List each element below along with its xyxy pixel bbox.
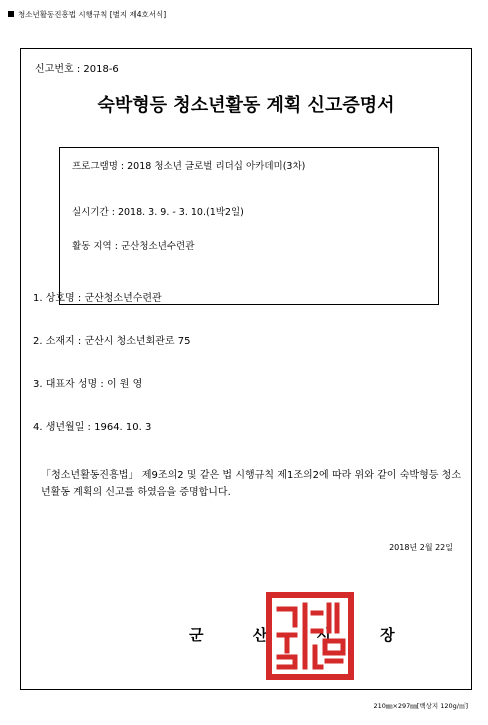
form-header — [8, 9, 166, 20]
official-seal-icon — [265, 591, 355, 681]
location-row: 활동 지역 : 군산청소년수련관 — [72, 241, 195, 252]
list-item: 1. 상호명 : 군산청소년수련관 — [33, 293, 162, 304]
list-item: 3. 대표자 성명 : 이 원 영 — [33, 379, 143, 390]
square-bullet-icon — [8, 11, 14, 17]
issue-date: 2018년 2월 22일 — [389, 543, 453, 552]
location-label: 활동 지역 — [72, 241, 112, 252]
program-info-box — [59, 147, 439, 305]
period-label: 실시기간 — [72, 207, 109, 218]
serial-label: 신고번호 — [35, 64, 74, 75]
issuer-name: 군 산 시 장 — [189, 626, 417, 644]
list-item: 4. 생년월일 : 1964. 10. 3 — [33, 422, 152, 433]
serial-value: 2018-6 — [83, 64, 119, 75]
form-header-text: 청소년활동진흥법 시행규칙 [별지 제4호서식] — [18, 10, 167, 19]
program-name-value: 2018 청소년 글로벌 리더십 아카데미(3차) — [127, 161, 306, 172]
program-name-row: 프로그램명 : 2018 청소년 글로벌 리더십 아카데미(3차) — [72, 161, 306, 172]
location-value: 군산청소년수련관 — [120, 241, 195, 252]
list-item: 2. 소재지 : 군산시 청소년회관로 75 — [33, 336, 191, 347]
program-name-label: 프로그램명 — [72, 161, 118, 172]
period-row: 실시기간 : 2018. 3. 9. - 3. 10.(1박2일) — [72, 207, 244, 218]
paper-spec-footer: 210㎜×297㎜[백상지 120g/㎡] — [373, 702, 468, 710]
certification-statement: 「청소년활동진흥법」 제9조의2 및 같은 법 시행규칙 제1조의2에 따라 위와 같이 숙박형등 청소년활동 계획의 신고를 하였음을 증명합니다. — [41, 470, 461, 498]
certificate-frame — [20, 48, 472, 690]
certificate-title: 숙박형등 청소년활동 계획 신고증명서 — [97, 95, 395, 116]
period-value: 2018. 3. 9. - 3. 10.(1박2일) — [117, 207, 244, 218]
serial-number: 신고번호 : 2018-6 — [35, 64, 119, 75]
